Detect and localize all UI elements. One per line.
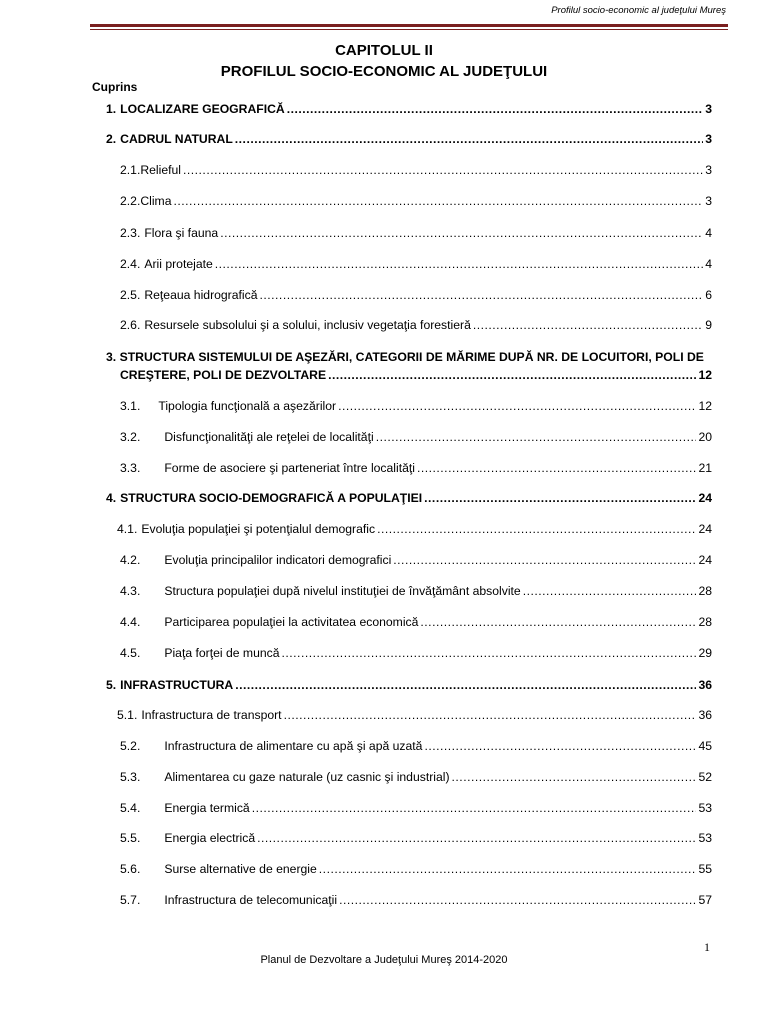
toc-entry-text: Structura populaţiei după nivelul instituţiei de învăţământ absolvite: [164, 584, 521, 598]
toc-entry-page: 28: [698, 615, 712, 629]
toc-leader-dots: [235, 132, 703, 147]
toc-entry[interactable]: [120, 461, 712, 476]
toc-entry-number: 1.: [106, 102, 117, 116]
toc-entry[interactable]: [120, 770, 712, 785]
toc-leader-dots: [424, 491, 696, 506]
page-number: 1: [704, 940, 710, 954]
toc-leader-dots: [376, 430, 697, 445]
toc-entry-text: Participarea populaţiei la activitatea economică: [164, 615, 419, 629]
toc-entry[interactable]: [120, 257, 712, 272]
toc-entry-text: Arii protejate: [144, 257, 213, 271]
toc-entry-page: 24: [698, 491, 712, 505]
toc-entry-number: 4.1.: [117, 522, 138, 536]
toc-entry-text: Forme de asociere şi parteneriat între localităţi: [164, 461, 415, 475]
toc-entry-page: 12: [698, 399, 712, 413]
toc-entry-text: Resursele subsolului şi a solului, inclusiv vegetaţia forestieră: [144, 318, 471, 332]
toc-entry-page: 20: [698, 430, 712, 444]
toc-leader-dots: [393, 553, 696, 568]
toc-entry-page: 12: [698, 368, 712, 382]
toc-entry[interactable]: [120, 646, 712, 661]
toc-leader-dots: [473, 318, 703, 333]
toc-entry-text: Energia termică: [164, 801, 250, 815]
toc-entry-number: 5.: [106, 678, 117, 692]
toc-entry-page: 45: [698, 739, 712, 753]
running-header: Profilul socio-economic al judeţului Mureş: [551, 5, 726, 16]
toc-entry[interactable]: [120, 553, 712, 568]
toc-entry-number: 5.4.: [120, 801, 141, 815]
toc-leader-dots: [319, 862, 697, 877]
toc-entry-text: Evoluţia principalilor indicatori demografici: [164, 553, 392, 567]
toc-entry-text: Tipologia funcţională a aşezărilor: [158, 399, 337, 413]
toc-entry-number: 5.3.: [120, 770, 141, 784]
toc-entry-page: 36: [698, 678, 712, 692]
toc-entry[interactable]: [120, 430, 712, 445]
toc-entry-text: Infrastructura de alimentare cu apă şi apă uzată: [164, 739, 423, 753]
toc-entry-number: 2.1.: [120, 163, 141, 177]
toc-entry-text: Relieful: [140, 163, 181, 177]
toc-entry-page: 9: [705, 318, 712, 332]
toc-entry[interactable]: [106, 350, 712, 383]
toc-entry-text: Evoluţia populaţiei şi potenţialul demografic: [141, 522, 376, 536]
toc-leader-dots: [377, 522, 696, 537]
toc-entry-number: 2.6.: [120, 318, 141, 332]
page-footer: Planul de Dezvoltare a Judeţului Mureş 2014-2020: [260, 954, 508, 966]
toc-leader-dots: [235, 678, 696, 693]
toc-entry-page: 4: [705, 226, 712, 240]
toc-entry-number: 2.2.: [120, 194, 141, 208]
toc-entry-text: Flora şi fauna: [144, 226, 219, 240]
toc-entry[interactable]: [120, 831, 712, 846]
toc-entry[interactable]: [120, 615, 712, 630]
toc-entry-page: 3: [705, 132, 712, 146]
toc-leader-dots: [215, 257, 703, 272]
toc-entry[interactable]: [120, 163, 712, 178]
toc-leader-dots: [523, 584, 697, 599]
toc-leader-dots: [420, 615, 696, 630]
toc-entry-number: 5.7.: [120, 893, 141, 907]
toc-entry-number: 3.1.: [120, 399, 141, 413]
toc-leader-dots: [417, 461, 696, 476]
toc-heading: Cuprins: [92, 80, 138, 94]
toc-leader-dots: [220, 226, 703, 241]
toc-entry-page: 24: [698, 553, 712, 567]
toc-entry-number: 5.1.: [117, 708, 138, 722]
toc-entry-number: 5.6.: [120, 862, 141, 876]
toc-entry[interactable]: [106, 491, 712, 506]
toc-entry-number: 4.4.: [120, 615, 141, 629]
toc-entry-page: 53: [698, 831, 712, 845]
toc-leader-dots: [282, 646, 697, 661]
toc-leader-dots: [284, 708, 697, 723]
toc-entry-number: 2.: [106, 132, 117, 146]
toc-entry[interactable]: [120, 194, 712, 209]
toc-entry-text: Infrastructura de telecomunicaţii: [164, 893, 338, 907]
toc-entry[interactable]: [120, 318, 712, 333]
toc-entry-page: 3: [705, 102, 712, 116]
toc-entry[interactable]: [120, 399, 712, 414]
toc-leader-dots: [328, 368, 696, 383]
toc-entry[interactable]: [106, 102, 712, 117]
toc-leader-dots: [287, 102, 704, 117]
toc-entry-number: 4.: [106, 491, 117, 505]
toc-leader-dots: [260, 288, 704, 303]
toc-entry-page: 28: [698, 584, 712, 598]
toc-entry-text: CADRUL NATURAL: [120, 132, 233, 146]
toc-entry-page: 21: [698, 461, 712, 475]
toc-leader-dots: [338, 399, 696, 414]
toc-entry-text-continued: CREŞTERE, POLI DE DEZVOLTARE: [120, 368, 327, 382]
toc-entry-text: LOCALIZARE GEOGRAFICĂ: [120, 102, 285, 116]
toc-entry-number: 2.3.: [120, 226, 141, 240]
toc-leader-dots: [257, 831, 696, 846]
toc-entry-number: 4.2.: [120, 553, 141, 567]
toc-entry-number: 5.5.: [120, 831, 141, 845]
toc-entry[interactable]: [106, 132, 712, 147]
toc-entry-page: 52: [698, 770, 712, 784]
toc-entry-title: [106, 350, 704, 365]
toc-entry[interactable]: [120, 288, 712, 303]
toc-entry-text: Piaţa forţei de muncă: [164, 646, 280, 660]
toc-entry-text: Disfuncţionalităţi ale reţelei de localităţi: [164, 430, 374, 444]
toc-entry-page: 36: [698, 708, 712, 722]
toc-entry-number: 3.2.: [120, 430, 141, 444]
toc-entry-page: 6: [705, 288, 712, 302]
chapter-label: CAPITOLUL II: [335, 42, 433, 59]
toc-entry-text: STRUCTURA SISTEMULUI DE AŞEZĂRI, CATEGORII DE MĂRIME DUPĂ NR. DE LOCUITORI, POLI DE: [119, 350, 704, 364]
toc-entry-page: 3: [705, 163, 712, 177]
toc-entry-number: 3.3.: [120, 461, 141, 475]
toc-entry-text: Surse alternative de energie: [164, 862, 317, 876]
toc-entry-page: 53: [698, 801, 712, 815]
toc-entry-number: 2.4.: [120, 257, 141, 271]
toc-leader-dots: [452, 770, 697, 785]
toc-entry[interactable]: [120, 226, 712, 241]
toc-entry-text: Infrastructura de transport: [141, 708, 282, 722]
toc-entry[interactable]: [120, 584, 712, 599]
toc-entry-page: 4: [705, 257, 712, 271]
toc-entry[interactable]: [120, 893, 712, 908]
toc-entry-page: 55: [698, 862, 712, 876]
toc-entry[interactable]: [106, 678, 712, 693]
toc-entry[interactable]: [120, 862, 712, 877]
toc-entry-text: STRUCTURA SOCIO-DEMOGRAFICĂ A POPULAŢIEI: [120, 491, 423, 505]
toc-leader-dots: [339, 893, 696, 908]
toc-entry-text: Energia electrică: [164, 831, 256, 845]
toc-entry[interactable]: [120, 739, 712, 754]
toc-entry-text: Reţeaua hidrografică: [144, 288, 258, 302]
toc-entry-text: Alimentarea cu gaze naturale (uz casnic şi industrial): [164, 770, 450, 784]
toc-leader-dots: [174, 194, 704, 209]
toc-entry-number: 4.3.: [120, 584, 141, 598]
chapter-title: PROFILUL SOCIO-ECONOMIC AL JUDEŢULUI: [220, 63, 548, 80]
toc-entry-page: 57: [698, 893, 712, 907]
toc-leader-dots: [424, 739, 696, 754]
toc-entry-number: 4.5.: [120, 646, 141, 660]
toc-leader-dots: [252, 801, 697, 816]
toc-entry-number: 5.2.: [120, 739, 141, 753]
toc-entry[interactable]: [117, 522, 712, 537]
toc-entry[interactable]: [117, 708, 712, 723]
toc-leader-dots: [183, 163, 703, 178]
toc-entry-page: 3: [705, 194, 712, 208]
toc-entry-number: 3.: [106, 350, 117, 364]
toc-entry-text: INFRASTRUCTURA: [120, 678, 234, 692]
toc-entry-text: Clima: [140, 194, 172, 208]
toc-entry-page: 24: [698, 522, 712, 536]
toc-entry-page: 29: [698, 646, 712, 660]
toc-entry-number: 2.5.: [120, 288, 141, 302]
toc-entry[interactable]: [120, 801, 712, 816]
